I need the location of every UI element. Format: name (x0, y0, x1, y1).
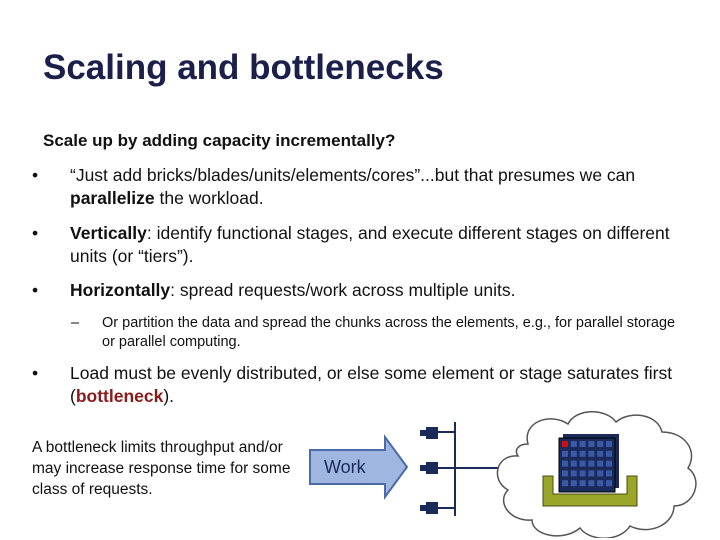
server-cell (571, 451, 577, 457)
subbullet-text: Or partition the data and spread the chunks across the elements, e.g., for parallel storage or parallel computing. (102, 315, 676, 350)
work-arrow (310, 437, 407, 497)
server-cell (588, 480, 594, 486)
server-cell (606, 480, 612, 486)
bottleneck-diagram (300, 410, 710, 538)
bullet-text-post: ). (163, 386, 175, 406)
server-cell (571, 441, 577, 447)
bullet-marker: • (32, 280, 39, 300)
server-stack-icon (559, 434, 619, 492)
dispatcher-lines (438, 422, 498, 516)
server-cell (597, 441, 603, 447)
slide-subtitle: Scale up by adding capacity incrementally? (43, 131, 396, 150)
bullet-text-pre: “Just add bricks/blades/units/elements/cores”...but that presumes we can (70, 165, 636, 185)
work-arrow-label: Work (324, 457, 366, 477)
server-cell (597, 451, 603, 457)
server-cell (562, 441, 568, 447)
server-cell (588, 461, 594, 467)
server-cell (562, 480, 568, 486)
slide-title: Scaling and bottlenecks (43, 48, 444, 87)
bullet-text-pre: Load must be evenly distributed, or else some element or stage saturates first ( (70, 363, 673, 406)
server-cell (562, 461, 568, 467)
server-cell (588, 441, 594, 447)
bullet-text-post: : spread requests/work across multiple units. (170, 280, 516, 300)
server-cell (606, 461, 612, 467)
server-cell (571, 461, 577, 467)
server-cell (562, 451, 568, 457)
server-cell (571, 480, 577, 486)
bullet-marker: • (32, 363, 39, 383)
bullet-text-post: : identify functional stages, and execute different stages on different units (or “tiers”). (70, 223, 670, 266)
bottleneck-term: bottleneck (75, 386, 164, 406)
server-cell (580, 480, 586, 486)
server-cell (588, 451, 594, 457)
server-cell (580, 470, 586, 476)
server-cell (580, 451, 586, 457)
bullet-parallelize (32, 164, 687, 210)
subbullet-partition (71, 314, 681, 352)
unit-icons (420, 427, 438, 514)
bullet-text-post: the workload. (154, 188, 264, 208)
unit-icon (420, 427, 438, 439)
bullet-marker: • (32, 223, 39, 243)
bullet-marker: • (32, 165, 39, 185)
server-cell (597, 470, 603, 476)
unit-icon (420, 502, 438, 514)
bullet-bold: Horizontally (70, 280, 171, 300)
server-cell (606, 470, 612, 476)
bullet-horizontally (32, 279, 687, 302)
server-cell (597, 461, 603, 467)
server-cell (562, 470, 568, 476)
server-cell (606, 441, 612, 447)
subbullet-marker: – (71, 315, 80, 331)
unit-icon (420, 462, 438, 474)
server-cell (580, 441, 586, 447)
bullet-load-distribution (32, 362, 687, 408)
bullet-bold: Vertically (70, 223, 147, 243)
server-cell (588, 470, 594, 476)
bullet-vertically (32, 222, 687, 268)
server-cell (606, 451, 612, 457)
bullet-bold: parallelize (70, 188, 155, 208)
server-cell (580, 461, 586, 467)
bottleneck-caption: A bottleneck limits throughput and/or may increase response time for some class of requests. (32, 439, 291, 498)
server-cell (571, 470, 577, 476)
server-cell (597, 480, 603, 486)
